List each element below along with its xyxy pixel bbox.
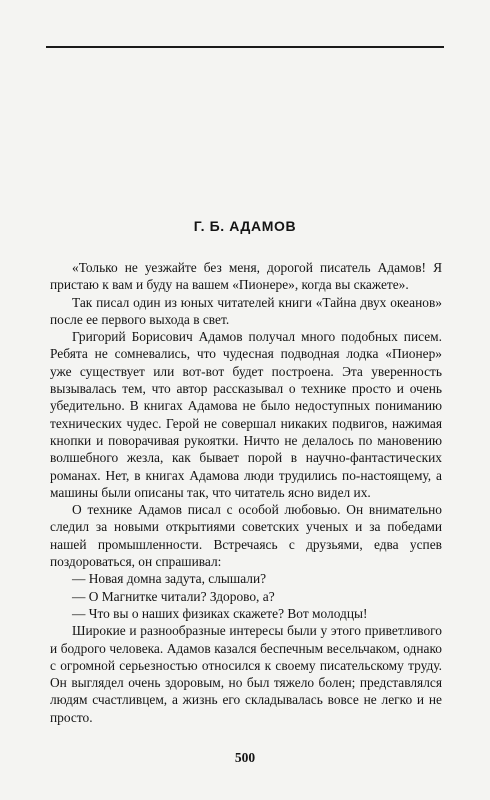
dialog-line-text: — Новая домна задута, слышали? — [72, 571, 267, 587]
chapter-heading: Г. Б. АДАМОВ — [193, 218, 297, 234]
paragraph-interests-text: Широкие и разнообразные интересы были у этого приветливого и бодрого человека. Адамов казался беспечным весельчаком, однако с огромной серьезностью относился к своему писательскому труду. Он выглядел очень здоровым, но был тяжело болен; представлялся людям счастливцем, а жизнь его складывалась вовсе не легко и не просто. — [50, 623, 442, 725]
paragraph-quote-text: «Только не уезжайте без меня, дорогой писатель Адамов! Я пристаю к вам и буду на вашем «Пионере», когда вы скажете». — [50, 260, 442, 293]
paragraph-letter-source-text: Так писал один из юных читателей книги «Тайна двух океанов» после ее первого выхода в свет. — [50, 294, 442, 327]
paragraph-interests — [50, 622, 442, 726]
paragraph-technique — [50, 501, 442, 570]
paragraph-letters — [50, 328, 442, 501]
body-text — [50, 259, 442, 726]
paragraph-letter-source — [50, 294, 442, 329]
dialog-line — [50, 588, 442, 605]
paragraph-letters-text: Григорий Борисович Адамов получал много подобных писем. Ребята не сомневались, что чудесная подводная лодка «Пионер» уже существует или вот-вот будет построена. Эта уверенность вызывалась тем, что автор рассказывал о технике просто и очень убедительно. В книгах Адамова не было недоступных пониманию технических чудес. Герой не совершал никаких подвигов, нажимая кнопки и поворачивая рукоятки. Ничто не делалось по мановению волшебного жезла, как бывает порой в научно-фантастических романах. Нет, в книгах Адамова люди трудились по-настоящему, а машины были описаны так, что читатель ясно видел их. — [50, 329, 442, 500]
paragraph-quote — [50, 259, 442, 294]
page-number: 500 — [234, 750, 256, 765]
dialog-line — [50, 570, 442, 587]
paragraph-technique-text: О технике Адамов писал с особой любовью. Он внимательно следил за новыми открытиями советских ученых и за победами нашей промышленности. Встречаясь с друзьями, едва успев поздороваться, он спрашивал: — [50, 502, 442, 570]
dialog-line-text: — Что вы о наших физиках скажете? Вот молодцы! — [72, 605, 368, 621]
dialog-line — [50, 605, 442, 622]
top-rule — [46, 46, 444, 48]
dialog-line-text: — О Магнитке читали? Здорово, а? — [72, 588, 275, 604]
